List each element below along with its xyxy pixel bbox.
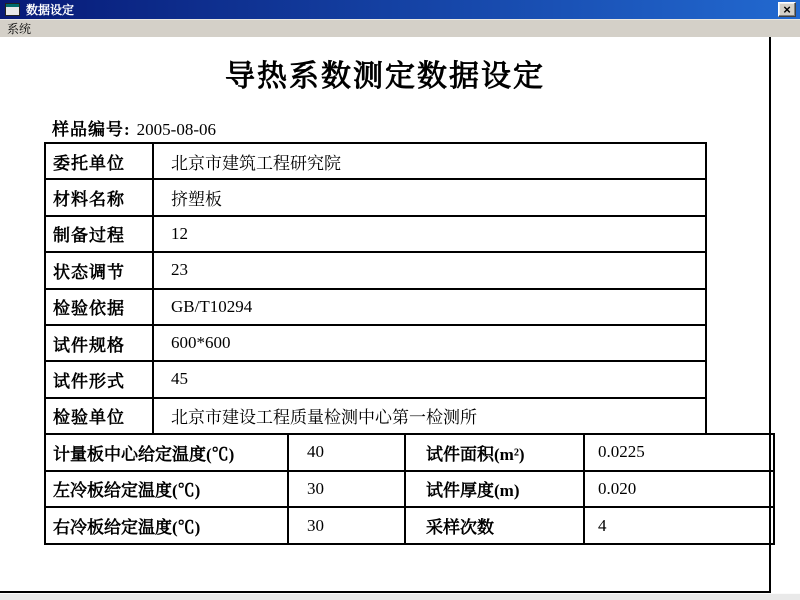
frame-vertical-line: [769, 37, 771, 593]
info-label: 试件规格: [45, 325, 153, 361]
close-button[interactable]: [778, 2, 796, 17]
info-label: 材料名称: [45, 179, 153, 215]
param-label: 右冷板给定温度(℃): [45, 507, 288, 544]
page-title: 导热系数测定数据设定: [225, 60, 545, 93]
info-label: 检验单位: [45, 398, 153, 434]
info-value-cell[interactable]: 600*600: [153, 325, 706, 361]
table-row: [45, 398, 706, 434]
window-bottom-edge: [0, 593, 800, 600]
title-bar: [0, 0, 800, 19]
client-area: [0, 37, 800, 593]
info-value-cell[interactable]: 北京市建设工程质量检测中心第一检测所: [153, 398, 706, 434]
info-value-cell[interactable]: 挤塑板: [153, 179, 706, 215]
close-icon: ×: [783, 2, 791, 17]
table-row: [45, 434, 774, 471]
param-label: 左冷板给定温度(℃): [45, 471, 288, 508]
menu-bar: [0, 19, 800, 37]
table-row: [45, 361, 706, 397]
param-value-cell[interactable]: 0.020: [584, 471, 774, 508]
param-label: 采样次数: [405, 507, 584, 544]
window-title: 数据设定: [26, 3, 75, 17]
info-label: 检验依据: [45, 289, 153, 325]
table-row: [45, 252, 706, 288]
table-row: [45, 179, 706, 215]
info-value-cell[interactable]: 45: [153, 361, 706, 397]
table-row: [45, 471, 774, 508]
info-label: 状态调节: [45, 252, 153, 288]
param-value-cell[interactable]: 40: [288, 434, 405, 471]
param-table: [44, 433, 775, 545]
info-value-cell[interactable]: 23: [153, 252, 706, 288]
sample-number-line: [52, 115, 216, 140]
sample-number-label: 样品编号:: [52, 120, 131, 139]
param-label: 试件面积(m²): [405, 434, 584, 471]
info-label: 制备过程: [45, 216, 153, 252]
param-value-cell[interactable]: 30: [288, 507, 405, 544]
info-table: [44, 142, 707, 435]
info-value-cell[interactable]: 12: [153, 216, 706, 252]
param-label: 试件厚度(m): [405, 471, 584, 508]
table-row: [45, 143, 706, 179]
param-value-cell[interactable]: 30: [288, 471, 405, 508]
form-icon: [5, 3, 20, 16]
param-value-cell[interactable]: 0.0225: [584, 434, 774, 471]
info-label: 试件形式: [45, 361, 153, 397]
param-label: 计量板中心给定温度(℃): [45, 434, 288, 471]
info-value-cell[interactable]: GB/T10294: [153, 289, 706, 325]
menu-item-system[interactable]: 系统: [7, 22, 32, 36]
table-row: [45, 325, 706, 361]
table-row: [45, 507, 774, 544]
table-row: [45, 216, 706, 252]
sample-number-value[interactable]: 2005-08-06: [136, 120, 216, 139]
table-row: [45, 289, 706, 325]
info-value-cell[interactable]: 北京市建筑工程研究院: [153, 143, 706, 179]
param-value-cell[interactable]: 4: [584, 507, 774, 544]
info-label: 委托单位: [45, 143, 153, 179]
